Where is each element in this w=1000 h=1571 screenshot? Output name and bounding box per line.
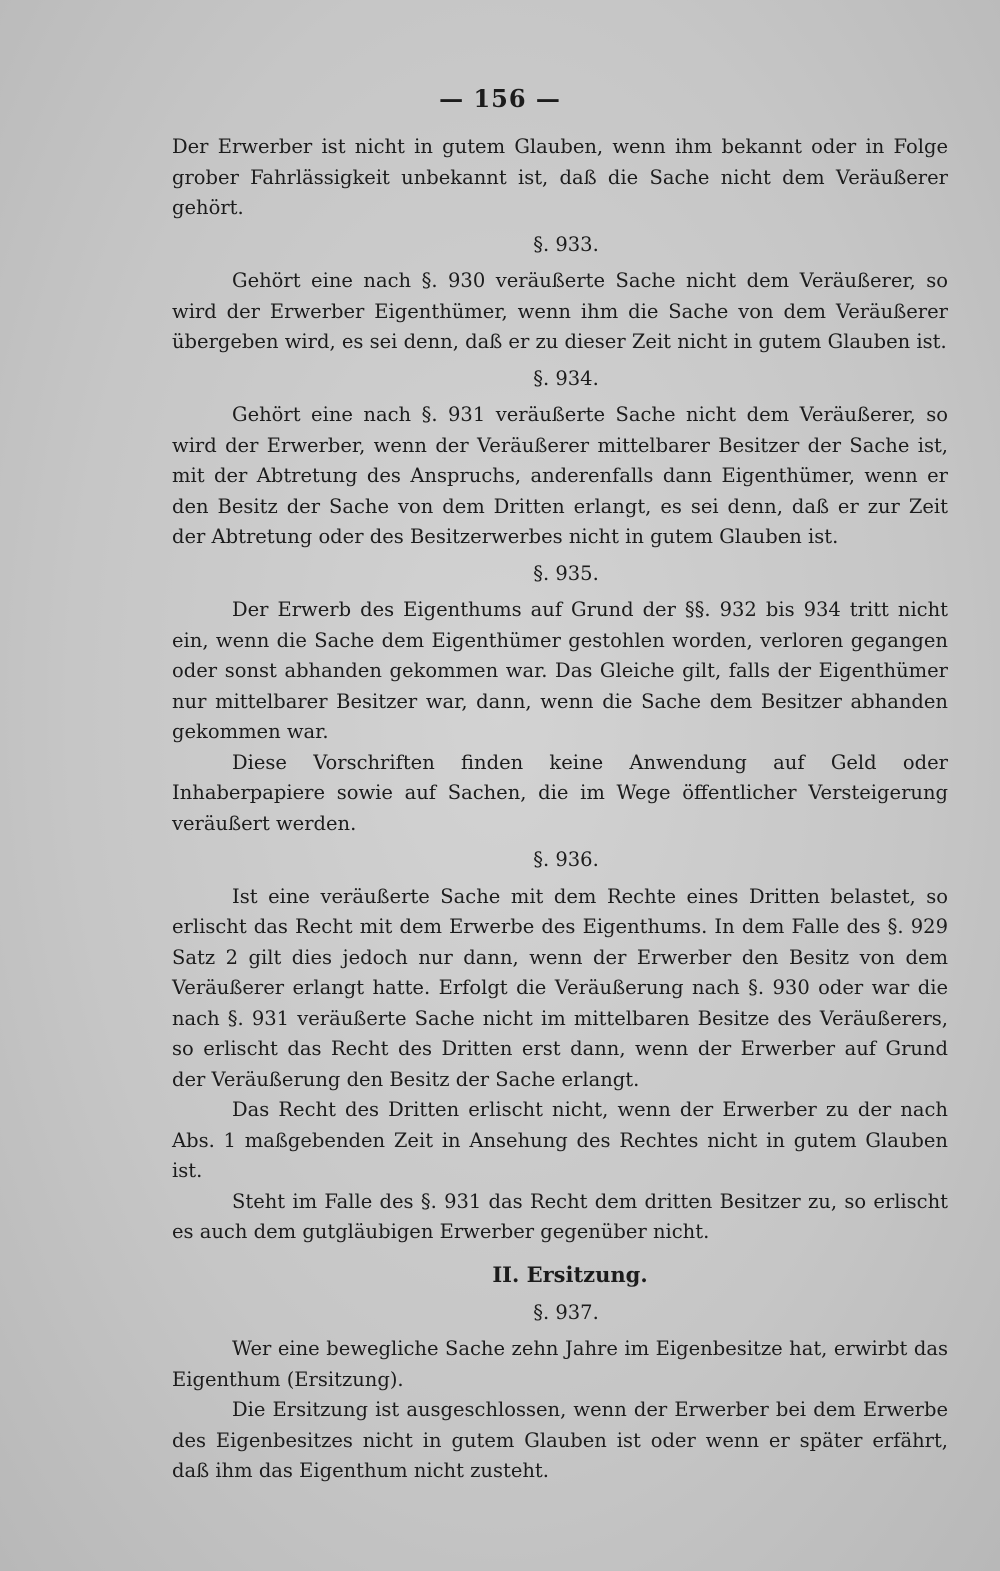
- paragraph: Steht im Falle des §. 931 das Recht dem dritten Besitzer zu, so erlischt es auch dem gutgläubigen Erwerber gegenüber nicht.: [172, 1189, 948, 1243]
- paragraph: Das Recht des Dritten erlischt nicht, wenn der Erwerber zu der nach Abs. 1 maßgebenden Zeit in Ansehung des Rechtes nicht in gutem Glauben ist.: [172, 1098, 948, 1182]
- chapter-heading: II. Ersitzung.: [492, 1261, 648, 1287]
- section-heading: §. 935.: [533, 561, 599, 585]
- section-heading: §. 937.: [533, 1300, 599, 1324]
- section-heading: §. 936.: [533, 848, 599, 871]
- paragraph: Die Ersitzung ist ausgeschlossen, wenn der Erwerber bei dem Erwerbe des Eigenbesitzes nicht in gutem Glauben ist oder wenn er später erfährt, daß ihm das Eigenthum nicht zusteht.: [172, 1398, 948, 1482]
- page-number: — 156 —: [439, 84, 561, 113]
- paragraph: Wer eine bewegliche Sache zehn Jahre im Eigenbesitze hat, erwirbt das Eigenthum (Ersitzung).: [172, 1337, 948, 1391]
- paragraph: Gehört eine nach §. 931 veräußerte Sache nicht dem Veräußerer, so wird der Erwerber, wenn der Veräußerer mittelbarer Besitzer der Sache ist, mit der Abtretung des Anspruchs, anderenfalls dann Eigenthümer, wenn er den Besitz der Sache von dem Dritten erlangt, es sei denn, daß er zur Zeit der Abtretung oder des Besitzerwerbes nicht in gutem Glauben ist.: [172, 403, 948, 548]
- paragraph: Diese Vorschriften finden keine Anwendung auf Geld oder Inhaberpapiere sowie auf Sachen, die im Wege öffentlicher Versteigerung veräußert werden.: [172, 750, 948, 835]
- paragraph: Ist eine veräußerte Sache mit dem Rechte eines Dritten belastet, so erlischt das Recht mit dem Erwerbe des Eigenthums. In dem Falle des §. 929 Satz 2 gilt dies jedoch nur dann, wenn der Erwerber den Besitz von dem Veräußerer erlangt hatte. Erfolgt die Veräußerung nach §. 930 oder war die nach §. 931 veräußerte Sache nicht im mittelbaren Besitze des Veräußerers, so erlischt das Recht des Dritten erst dann, wenn der Erwerber auf Grund der Veräußerung den Besitz der Sache erlangt.: [172, 884, 948, 1091]
- body-text: [172, 132, 948, 1487]
- paragraph: Der Erwerber ist nicht in gutem Glauben, wenn ihm bekannt oder in Folge grober Fahrlässigkeit unbekannt ist, daß die Sache nicht dem Veräußerer gehört.: [172, 135, 948, 219]
- section-heading: §. 934.: [533, 366, 599, 390]
- paragraph: Gehört eine nach §. 930 veräußerte Sache nicht dem Veräußerer, so wird der Erwerber Eigenthümer, wenn ihm die Sache von dem Veräußerer übergeben wird, es sei denn, daß er zu dieser Zeit nicht in gutem Glauben ist.: [172, 269, 948, 353]
- section-heading: §. 933.: [533, 232, 599, 256]
- paragraph: Der Erwerb des Eigenthums auf Grund der §§. 932 bis 934 tritt nicht ein, wenn die Sache dem Eigenthümer gestohlen worden, verloren gegangen oder sonst abhanden gekommen war. Das Gleiche gilt, falls der Eigenthümer nur mittelbarer Besitzer war, dann, wenn die Sache dem Besitzer abhanden gekommen war.: [172, 598, 948, 743]
